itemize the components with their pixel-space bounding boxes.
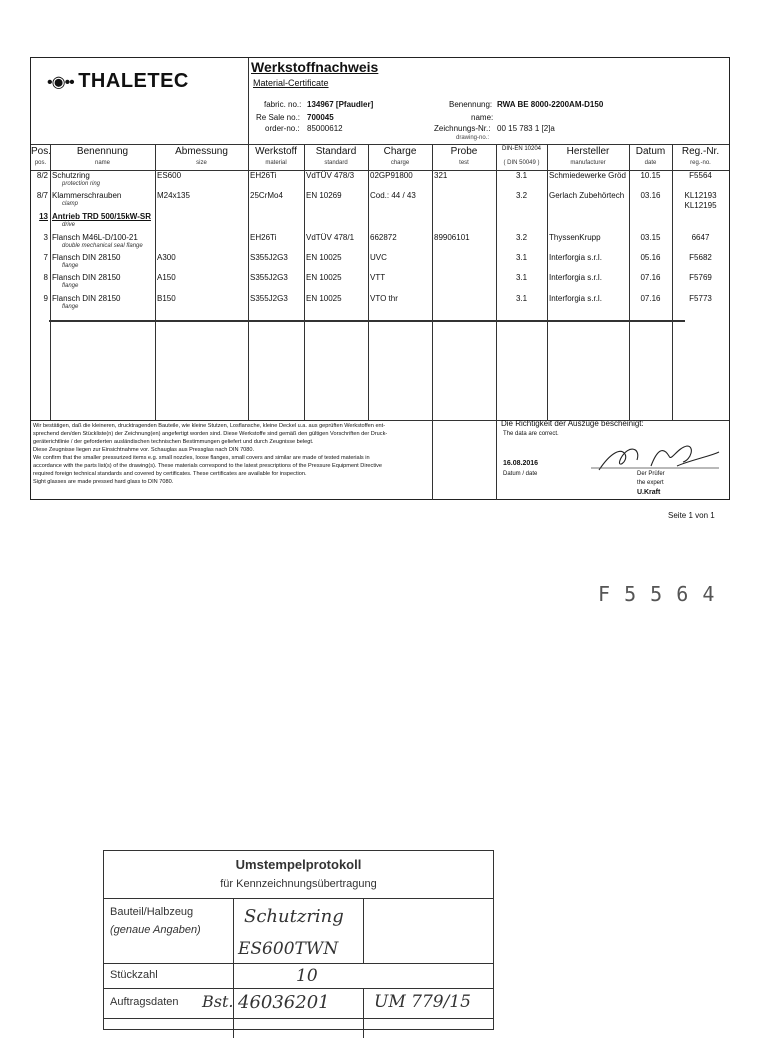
- cell-material: S355J2G3: [250, 294, 288, 303]
- date-value: 16.08.2016: [503, 460, 539, 467]
- drawing-label: drawing-no.:: [456, 135, 490, 141]
- cell-din: 3.2: [515, 191, 528, 200]
- cell-material: S355J2G3: [250, 273, 288, 282]
- cell-manufacturer: Gerlach Zubehörtech: [549, 191, 625, 200]
- column-header-en: date: [644, 160, 657, 166]
- cell-date: 05.16: [640, 253, 661, 262]
- cell-manufacturer: Interforgia s.r.l.: [549, 253, 602, 262]
- cell-name-en: drive: [62, 222, 76, 228]
- cell-material: 25CrMo4: [250, 191, 283, 200]
- column-header: Datum: [635, 146, 666, 157]
- cell-manufacturer: ThyssenKrupp: [549, 233, 601, 242]
- column-header: Werkstoff: [255, 146, 297, 157]
- fabric-label: fabric. no.:: [264, 100, 302, 109]
- cell-charge: VTO thr: [370, 294, 398, 303]
- cell-material: S355J2G3: [250, 253, 288, 262]
- column-header-en: name: [94, 160, 110, 166]
- confirmation-line: accordance with the parts list(s) of the drawing(s). These materials correspond to the latest prescriptions of the Pressure Equipment Directive: [33, 463, 383, 469]
- column-header: Charge: [383, 146, 417, 157]
- column-header-en: pos.: [34, 160, 47, 166]
- examiner-de: Der Prüfer: [637, 471, 665, 477]
- cell-standard: VdTÜV 478/3: [306, 171, 355, 180]
- column-header-en: test: [459, 160, 469, 166]
- resale-value: 700045: [307, 113, 334, 122]
- cell-name-en: flange: [62, 263, 79, 269]
- cell-pos: 3: [43, 233, 48, 242]
- cell-reg: F5682: [689, 253, 712, 262]
- examiner-en: the expert: [637, 480, 664, 486]
- zeichnung-value: 00 15 783 1 [2]a: [497, 124, 555, 133]
- correctness-de: Die Richtigkeit der Auszüge bescheinigt:: [501, 419, 644, 428]
- cell-material: EH26Ti: [250, 171, 277, 180]
- cell-date: 03.15: [640, 233, 661, 242]
- benennung-value: RWA BE 8000-2200AM-D150: [497, 100, 604, 109]
- component-value: Schutzring: [244, 906, 344, 927]
- order-data-label: Auftragsdaten: [110, 996, 179, 1008]
- cell-standard: EN 10025: [306, 253, 342, 262]
- logo-symbol-icon: •◉••: [47, 74, 74, 91]
- cell-name-en: clamp: [62, 201, 79, 207]
- column-header: Reg.-Nr.: [681, 146, 720, 157]
- cell-size: A300: [157, 253, 176, 262]
- page-info: Seite 1 von 1: [668, 511, 715, 520]
- column-header-en: ( DIN 50049 ): [503, 160, 540, 166]
- cell-name-en: protection ring: [62, 181, 101, 187]
- cell-size: A150: [157, 273, 176, 282]
- confirmation-line: required foreign technical standards and covered by certificates. These certificates are available for inspection.: [33, 471, 307, 477]
- cell-reg: 6647: [691, 233, 710, 242]
- cell-charge: Cod.: 44 / 43: [370, 191, 416, 200]
- order-label: order-no.:: [265, 124, 300, 133]
- cell-manufacturer: Schmiedewerke Gröd: [549, 171, 626, 180]
- cell-charge: 662872: [370, 233, 397, 242]
- cell-din: 3.2: [515, 233, 528, 242]
- cell-date: 07.16: [640, 273, 661, 282]
- cell-standard: EN 10025: [306, 294, 342, 303]
- cell-manufacturer: Interforgia s.r.l.: [549, 273, 602, 282]
- logo-text: THALETEC: [78, 70, 189, 92]
- certificate-title: Werkstoffnachweis: [251, 59, 379, 75]
- component-type: ES600TWN: [238, 939, 339, 959]
- cell-name: Flansch M46L-D/100-21: [52, 233, 138, 242]
- column-header: DIN-EN 10204: [501, 146, 542, 152]
- cell-reg: F5564: [689, 171, 712, 180]
- column-header: Pos.: [31, 146, 52, 157]
- cell-standard: VdTÜV 478/1: [306, 233, 355, 242]
- cell-standard: EN 10025: [306, 273, 342, 282]
- cell-date: 03.16: [640, 191, 661, 200]
- stamp-mark: F 5 5 6 4: [598, 582, 716, 606]
- column-header: Abmessung: [175, 146, 228, 157]
- component-label: Bauteil/Halbzeug: [110, 906, 194, 918]
- cell-reg: F5773: [689, 294, 712, 303]
- cell-size: B150: [157, 294, 176, 303]
- benennung-label: Benennung:: [449, 100, 493, 109]
- cell-name: Flansch DIN 28150: [52, 273, 121, 282]
- protocol-subtitle: für Kennzeichnungsübertragung: [220, 878, 377, 890]
- cell-pos: 13: [39, 212, 48, 221]
- cell-test: 89906101: [434, 233, 470, 242]
- cell-charge: UVC: [370, 253, 387, 262]
- cell-pos: 9: [43, 294, 48, 303]
- name-label: name:: [471, 113, 494, 122]
- fabric-value: 134967 [Pfaudler]: [307, 100, 374, 109]
- examiner-name: U.Kraft: [637, 489, 661, 496]
- confirmation-line: We confirm that the smaller pressurized items e.g. small nozzles, loose flanges, small covers and similar are made of tested materials in: [33, 455, 370, 461]
- cell-name-en: double mechanical seal flange: [62, 243, 143, 249]
- resale-label: Re Sale no.:: [256, 113, 301, 122]
- protocol-title: Umstempelprotokoll: [235, 857, 362, 872]
- cell-name: Schutzring: [52, 171, 90, 180]
- column-header: Standard: [315, 146, 357, 157]
- cell-name: Flansch DIN 28150: [52, 253, 121, 262]
- cell-pos: 7: [43, 253, 48, 262]
- cell-name-en: flange: [62, 283, 79, 289]
- order-prefix: Bst.: [202, 992, 234, 1011]
- zeichnung-label: Zeichnungs-Nr.:: [434, 124, 491, 133]
- certificate-subtitle: Material-Certificate: [253, 78, 329, 88]
- confirmation-line: Sight glasses are made pressed hard glass to DIN 7080.: [33, 479, 174, 485]
- um-number: UM 779/15: [374, 992, 471, 1012]
- material-certificate: [30, 57, 730, 500]
- column-header-en: reg.-no.: [690, 160, 711, 166]
- column-header: Hersteller: [566, 146, 610, 157]
- cell-reg-secondary: KL12195: [684, 201, 717, 210]
- order-value: 85000612: [307, 124, 343, 133]
- correctness-en: The data are correct.: [503, 431, 559, 437]
- confirmation-line: geräterichtlinie / der geforderten ausländischen technischen Bestimmungen geliefert und durch Zeugnisse belegt.: [33, 439, 314, 445]
- cell-name: Antrieb TRD 500/15kW-SR: [52, 212, 151, 221]
- cell-material: EH26Ti: [250, 233, 277, 242]
- cell-test: 321: [434, 171, 448, 180]
- cell-charge: 02GP91800: [370, 171, 413, 180]
- cell-pos: 8/7: [36, 191, 48, 200]
- confirmation-text: [33, 422, 495, 486]
- column-header: Benennung: [76, 146, 129, 157]
- confirmation-line: sprechend den/den Stückliste(n) der Zeichnung(en) angefertigt worden sind. Diese Werkstoffe sind gemäß den gültigen Vorschriften der Druck-: [33, 431, 388, 437]
- cell-date: 10.15: [640, 171, 661, 180]
- column-header-en: material: [265, 160, 287, 166]
- cell-standard: EN 10269: [306, 191, 342, 200]
- restamping-protocol: [103, 850, 494, 1030]
- quantity-value: 10: [296, 966, 318, 986]
- company-logo: [47, 70, 189, 93]
- column-header-en: manufacturer: [570, 160, 606, 166]
- cell-name: Klammerschrauben: [52, 191, 122, 200]
- date-label: Datum / date: [503, 471, 538, 477]
- cell-size: ES600: [157, 171, 182, 180]
- column-header-en: charge: [390, 160, 410, 166]
- cell-reg: KL12193: [684, 191, 717, 200]
- confirmation-line: Diese Zeugnisse liegen zur Einsichtnahme vor. Schauglas aus Pressglas nach DIN 7080.: [33, 447, 255, 453]
- cell-pos: 8/2: [36, 171, 48, 180]
- cell-date: 07.16: [640, 294, 661, 303]
- component-label-detail: (genaue Angaben): [110, 924, 201, 936]
- confirmation-line: Wir bestätigen, daß die kleineren, drucktragenden Bauteile, wie kleine Stutzen, Losflansche, kleine Deckel u.a. aus geprüften Werkstoffen ent-: [33, 423, 386, 429]
- cell-din: 3.1: [515, 273, 528, 282]
- quantity-label: Stückzahl: [110, 969, 158, 981]
- cell-name-en: flange: [62, 304, 79, 310]
- column-header: Probe: [450, 146, 478, 157]
- cell-din: 3.1: [515, 253, 528, 262]
- cell-size: M24x135: [157, 191, 190, 200]
- cell-charge: VTT: [370, 273, 386, 282]
- cell-manufacturer: Interforgia s.r.l.: [549, 294, 602, 303]
- cell-name: Flansch DIN 28150: [52, 294, 121, 303]
- cell-reg: F5769: [689, 273, 712, 282]
- cell-din: 3.1: [515, 294, 528, 303]
- cell-pos: 8: [43, 273, 48, 282]
- order-number: 46036201: [238, 992, 330, 1013]
- cell-din: 3.1: [515, 171, 528, 180]
- examiner-signature-icon: [591, 440, 721, 474]
- column-header-en: standard: [324, 160, 348, 166]
- column-header-en: size: [196, 160, 207, 166]
